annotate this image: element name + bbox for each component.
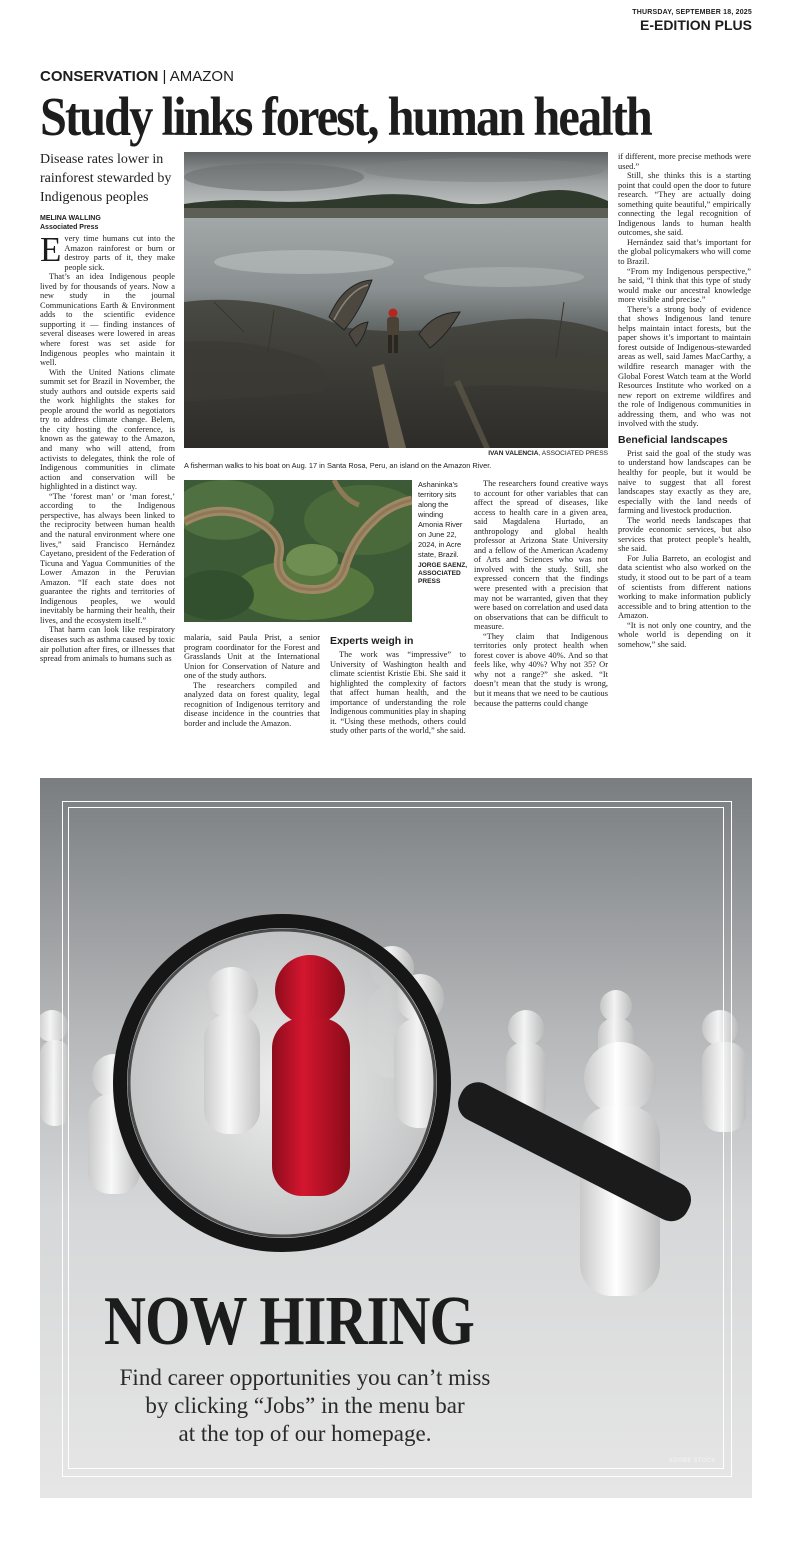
aerial-river-illustration (184, 480, 412, 622)
paragraph: The researchers found creative ways to account for other variables that can affect the spread of diseases, like access to health care in a given area, said Magdalena Hurtado, an anthropology and global health professor at Arizona State University and a fellow of the American Academy of Arts and Sciences who was not involved with the study. Still, she expressed concern that the findings were presented with a precision that may not be warranted, given that they were based on correlation and used data on observations that can be difficult to measure. (474, 479, 608, 632)
paragraph: “The ‘forest man’ or ‘man forest,’ according to the Indigenous perspective, has always been linked to the reciprocity between human health and the natural environment where one lives,” said Francisco Hernández Cayetano, president of the Federation of Ticuna and Yagua Communities of the Lower Amazon in the Peruvian Amazon. “If each state does not guarantee the rights and territories of Indigenous peoples, we would inevitably be harming their health, their lives, and the ecosystem itself.” (40, 491, 175, 625)
article-column-2 (184, 633, 320, 728)
aerial-caption (418, 480, 468, 586)
deck: Disease rates lower in rainforest stewarded by Indigenous peoples (40, 152, 172, 205)
paragraph: There’s a strong body of evidence that shows Indigenous land tenure helps maintain intact forests, but the paper shows it’s important to maintain forest outside of Indigenous-stewarded areas as well, said James MacCarthy, a wildfire research manager with the Global Forest Watch team at the World Resources Institute who worked on a new report on extreme wildfires and the role of Indigenous communities in addressing them, and who was not involved with the study. (618, 304, 751, 429)
fisherman-photo-illustration (184, 152, 608, 448)
drop-cap: E (40, 230, 62, 269)
photo-caption: A fisherman walks to his boat on Aug. 17 in Santa Rosa, Peru, an island on the Amazon River. (184, 461, 492, 470)
paragraph: Hernández said that’s important for the global policymakers who will come to Brazil. (618, 237, 751, 267)
paragraph: if different, more precise methods were used.” (618, 152, 751, 171)
masthead-date: THURSDAY, SEPTEMBER 18, 2025 (632, 9, 752, 16)
photo-aerial-river (184, 480, 412, 622)
subhead-experts: Experts weigh in (330, 635, 414, 647)
byline-author: MELINA WALLING (40, 215, 101, 222)
ad-line-3: at the top of our homepage. (178, 1421, 432, 1446)
headline: Study links forest, human health (40, 86, 651, 147)
paragraph: The researchers compiled and analyzed data on forest quality, legal recognition of Indigenous territory and disease incidence in the countries that border and include the Amazon. (184, 680, 320, 728)
subhead-landscapes: Beneficial landscapes (618, 433, 728, 446)
paragraph: “They claim that Indigenous territories only protect health when forest cover is above 40%. And so that feels like, why 40%? Why not 35? Or why not a range?” she asked. “It doesn’t mean that the study is wrong, but it means that we need to be cautious because the patterns could change (474, 631, 608, 708)
ad-line-1: Find career opportunities you can’t miss (119, 1365, 491, 1390)
paragraph: Still, she thinks this is a starting point that could open the door to future research. “They are actually doing something quite beautiful,” empirically connecting the legal recognition of Indigenous lands to human health outcomes, she said. (618, 171, 751, 238)
paragraph: “It is not only one country, and the whole world is depending on it somehow,” she said. (618, 620, 751, 649)
article-column-1 (40, 230, 175, 664)
paragraph: Every time humans cut into the Amazon rainforest or burn or destroy parts of it, they make people sick. (40, 230, 175, 272)
kicker-separator: | (158, 68, 170, 85)
paragraph: malaria, said Paula Prist, a senior program coordinator for the Forest and Grasslands Unit at the International Union for Conservation of Nature and one of the study authors. (184, 633, 320, 681)
ad-subtitle (40, 1364, 570, 1448)
kicker-topic: AMAZON (169, 68, 234, 85)
photo-fisherman (184, 152, 608, 448)
article-column-4 (474, 479, 608, 708)
kicker-section: CONSERVATION (40, 68, 159, 85)
article-column-3 (330, 635, 466, 736)
photo-credit-agency: , ASSOCIATED PRESS (538, 450, 608, 457)
paragraph: That’s an idea Indigenous people lived by for thousands of years. Now a new study in the journal Communications Earth & Environment adds to the scientific evidence supporting it — finding instances of several diseases were lowered in areas where forest was set aside for Indigenous peoples who maintain it well. (40, 272, 175, 368)
masthead-edition: E-EDITION PLUS (639, 17, 752, 33)
article-column-5 (618, 152, 751, 649)
ad-title: NOW HIRING (104, 1283, 474, 1360)
aerial-caption-text: Ashaninka’s territory sits along the winding Amonia River on June 22, 2024, in Acre state, Brazil. (418, 480, 463, 559)
ad-credit: ADOBE STOCK (668, 1458, 716, 1464)
aerial-credit: JORGE SAENZ, ASSOCIATED PRESS (418, 562, 468, 585)
paragraph: The work was “impressive” to University of Washington health and climate scientist Kristie Ebi. She said it highlighted the complexity of factors that affect human health, and the importance of understanding the role Indigenous communities play in shaping it. “Using these methods, others could study other parts of the world,” she said. (330, 650, 466, 736)
byline-agency: Associated Press (40, 224, 99, 231)
paragraph: With the United Nations climate summit set for Brazil in November, the study authors and outside experts said the work highlights the stakes for people around the world as negotiators try to address climate change. Belem, the city hosting the conference, is known as the gateway to the Amazon, and many who will attend, from activists to delegates, think the role of Indigenous communities in climate action and conservation will be highlighted in a distinct way. (40, 367, 175, 492)
paragraph: Prist said the goal of the study was to understand how landscapes can be healthy for people, but it would be naive to suggest that all forest landscapes stay exactly as they are, especially with the land needs of farming and livestock production. (618, 448, 751, 516)
photo-credit (184, 450, 608, 457)
paragraph: The world needs landscapes that provide economic services, but also services that protect people’s health, she said. (618, 515, 751, 554)
paragraph: “From my Indigenous perspective,” he said, “I think that this type of study would make our ancestral knowledge more visible and precise.” (618, 266, 751, 305)
paragraph: For Julia Barreto, an ecologist and data scientist who also worked on the study, it stood out to be part of a team of scientists from different nations working to make information publicly accessible and to bring attention to the Amazon. (618, 553, 751, 621)
paragraph: That harm can look like respiratory diseases such as asthma caused by toxic air pollution after fires, or illnesses that spread from animals to humans such as (40, 625, 175, 664)
photo-credit-name: IVAN VALENCIA (488, 450, 539, 457)
ad-line-2: by clicking “Jobs” in the menu bar (145, 1393, 465, 1418)
kicker (40, 68, 234, 85)
